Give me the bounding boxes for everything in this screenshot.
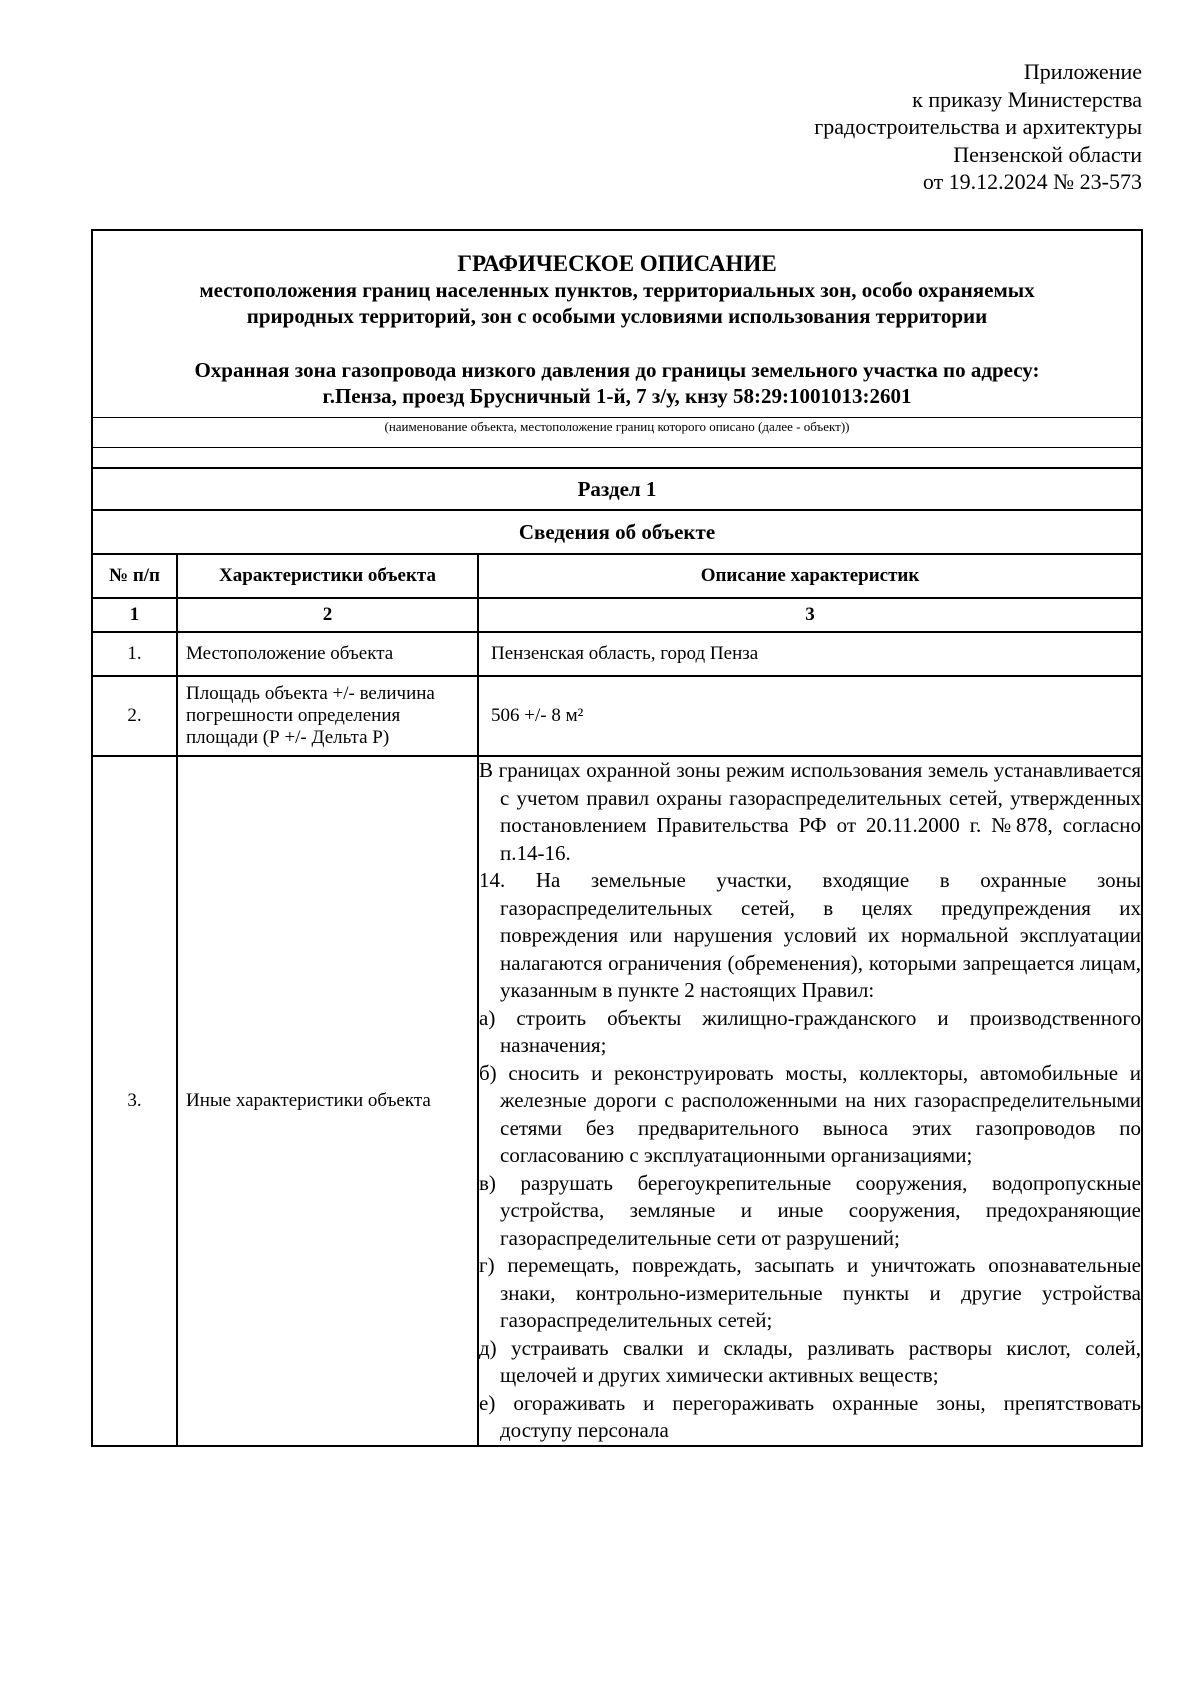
table-header-row	[93, 554, 1141, 598]
column-number: 1	[93, 598, 177, 632]
rules-paragraph: в) разрушать берегоукрепительные сооружения, водопропускные устройства, земляные и иные сооружения, предохраняющие газораспределительные сети от разрушений;	[479, 1170, 1141, 1250]
spacer-row	[93, 447, 1141, 467]
document-header	[93, 231, 1141, 417]
object-note: (наименование объекта, местоположение границ которого описано (далее - объект))	[93, 417, 1141, 447]
rules-paragraph: В границах охранной зоны режим использования земель устанавливается с учетом правил охраны газораспределительных сетей, утвержденных постановлением Правительства РФ от 20.11.2000 г. №878, согласно п.14-16.	[479, 758, 1141, 865]
row-characteristic: Местоположение объекта	[177, 632, 478, 676]
rules-paragraph: 14. На земельные участки, входящие в охранные зоны газораспределительных сетей, в целях предупреждения их повреждения или нарушения условий их нормальной эксплуатации налагаются ограничения (обременения), которыми запрещается лицам, указанным в пункте 2 настоящих Правил:	[479, 868, 1141, 1002]
row-number: 3.	[93, 756, 177, 1445]
approval-block	[542, 58, 1142, 196]
header-cell-description: Описание характеристик	[478, 554, 1141, 598]
section-title-row	[93, 468, 1141, 510]
approval-line: градостроительства и архитектуры	[814, 114, 1142, 139]
object-name-line: Охранная зона газопровода низкого давления до границы земельного участка по адресу:	[194, 358, 1040, 382]
rules-paragraph: а) строить объекты жилищно-гражданского и производственного назначения;	[479, 1005, 1141, 1057]
approval-line: от 19.12.2024 № 23-573	[922, 169, 1142, 194]
document-frame	[91, 229, 1143, 1447]
row-description-rules	[478, 756, 1141, 1445]
row-number: 1.	[93, 632, 177, 676]
approval-line: Пензенской области	[953, 141, 1142, 167]
document-title: ГРАФИЧЕСКОЕ ОПИСАНИЕ	[457, 251, 777, 276]
row-description: Пензенская область, город Пенза	[478, 632, 1141, 676]
rules-paragraph: б) сносить и реконструировать мосты, коллекторы, автомобильные и железные дороги с расположенными на них газораспределительными сетями без предварительного выноса этих газопроводов по согласованию с эксплуатационными организациями;	[479, 1060, 1141, 1167]
column-number: 2	[177, 598, 478, 632]
section-subtitle-row	[93, 510, 1141, 554]
row-characteristic: Площадь объекта +/- величина погрешности определения площади (Р +/- Дельта Р)	[177, 676, 478, 756]
rules-paragraph: д) устраивать свалки и склады, разливать растворы кислот, солей, щелочей и других химически активных веществ;	[479, 1335, 1141, 1387]
column-number: 3	[478, 598, 1141, 632]
row-number: 2.	[93, 676, 177, 756]
approval-line: к приказу Министерства	[912, 86, 1142, 112]
rules-paragraph: г) перемещать, повреждать, засыпать и уничтожать опознавательные знаки, контрольно-измерительные пункты и другие устройства газораспределительных сетей;	[479, 1253, 1141, 1332]
document-subtitle-line: природных территорий, зон с особыми условиями использования территории	[246, 304, 988, 328]
section-subtitle: Сведения об объекте	[93, 510, 1141, 554]
table-row	[93, 676, 1141, 756]
table-row	[93, 756, 1141, 1445]
row-description: 506 +/- 8 м²	[478, 676, 1141, 756]
column-number-row	[93, 598, 1141, 632]
rules-paragraph: е) огораживать и перегораживать охранные зоны, препятствовать доступу персонала	[479, 1390, 1141, 1442]
object-name-line: г.Пенза, проезд Брусничный 1-й, 7 з/у, кнзу 58:29:1001013:2601	[322, 384, 912, 408]
row-characteristic: Иные характеристики объекта	[177, 756, 478, 1445]
header-cell-characteristic: Характеристики объекта	[177, 554, 478, 598]
document-subtitle-line: местоположения границ населенных пунктов, территориальных зон, особо охраняемых	[199, 278, 1035, 302]
table-row	[93, 632, 1141, 676]
section-title: Раздел 1	[577, 476, 657, 501]
header-cell-number: № п/п	[93, 554, 177, 598]
info-table	[93, 467, 1141, 1445]
object-name	[93, 357, 1141, 417]
approval-line: Приложение	[1023, 59, 1142, 84]
